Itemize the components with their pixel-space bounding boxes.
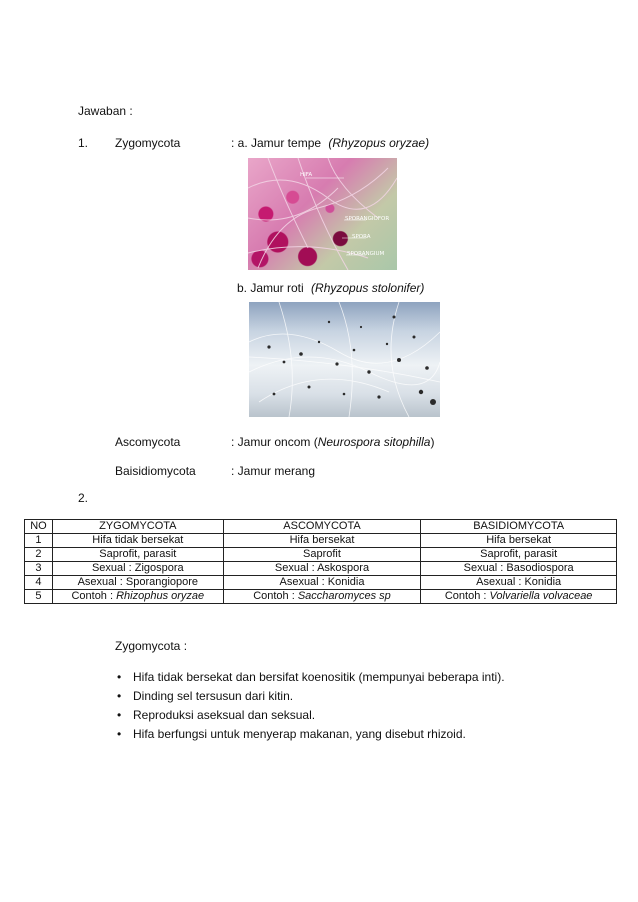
table-cell: Sexual : Askospora [223, 562, 421, 576]
comparison-table [24, 519, 617, 604]
question-2-number: 2. [78, 491, 89, 505]
spora-label: SPORA [352, 234, 371, 240]
table-cell: 5 [25, 590, 53, 604]
basidiomycota-label: Baisidiomycota [115, 464, 196, 478]
table-cell: Saprofit, parasit [52, 548, 223, 562]
list-item: • Reproduksi aseksual dan seksual. [115, 706, 505, 725]
ascomycota-close-paren: ) [430, 435, 435, 449]
table-cell: Asexual : Konidia [223, 576, 421, 590]
table-cell: Saprofit [223, 548, 421, 562]
sporangiofor-label: SPORANGIOFOR [345, 216, 390, 222]
table-cell: Sexual : Basodiospora [421, 562, 617, 576]
header-basidiomycota: BASIDIOMYCOTA [421, 520, 617, 534]
header-ascomycota: ASCOMYCOTA [223, 520, 421, 534]
contoh-label: Contoh : [253, 590, 295, 602]
neurospora-species: Neurospora sitophilla [317, 435, 431, 449]
header-zygomycota: ZYGOMYCOTA [52, 520, 223, 534]
list-item: • Dinding sel tersusun dari kitin. [115, 687, 505, 706]
saccharomyces-species: Saccharomyces sp [297, 590, 391, 602]
table-cell: Hifa tidak bersekat [52, 534, 223, 548]
header-no: NO [25, 520, 53, 534]
rhyzopus-stolonifer-photo [249, 302, 440, 417]
list-item: • Hifa tidak bersekat dan bersifat koenositik (mempunyai beberapa inti). [115, 668, 505, 687]
rhyzopus-stolonifer-species: (Rhyzopus stolonifer) [311, 281, 425, 295]
table-cell: Sexual : Zigospora [52, 562, 223, 576]
table-cell: 3 [25, 562, 53, 576]
ascomycota-label: Ascomycota [115, 435, 181, 449]
table-row [25, 534, 617, 548]
table-cell [223, 590, 421, 604]
jamur-tempe-text: : a. Jamur tempe [231, 136, 322, 150]
zygomycota-example-a [231, 136, 429, 150]
table-cell: Asexual : Sporangiopore [52, 576, 223, 590]
jamur-oncom-text: : Jamur oncom ( [231, 435, 318, 449]
table-cell: Hifa bersekat [421, 534, 617, 548]
zygomycota-notes-title: Zygomycota : [115, 639, 188, 653]
table-row [25, 562, 617, 576]
table-cell: Hifa bersekat [223, 534, 421, 548]
table-row [25, 548, 617, 562]
question-1-number: 1. [78, 136, 89, 150]
table-cell: Saprofit, parasit [421, 548, 617, 562]
basidiomycota-example: : Jamur merang [231, 464, 316, 478]
zygomycota-notes-list [115, 668, 505, 744]
jamur-roti-text: b. Jamur roti [237, 281, 304, 295]
contoh-label: Contoh : [71, 590, 114, 602]
rhyzopus-oryzae-micrograph [248, 158, 397, 270]
table-cell: 4 [25, 576, 53, 590]
table-cell [52, 590, 223, 604]
rhyzopus-oryzae-species: (Rhyzopus oryzae) [328, 136, 430, 150]
hifa-label: HIFA [300, 172, 313, 178]
contoh-label: Contoh : [444, 590, 487, 602]
rhizophus-species: Rhizophus oryzae [116, 590, 205, 602]
table-row [25, 590, 617, 604]
zygomycota-label: Zygomycota [115, 136, 181, 150]
table-cell: 1 [25, 534, 53, 548]
table-cell [421, 590, 617, 604]
table-cell: Asexual : Konidia [421, 576, 617, 590]
table-cell: 2 [25, 548, 53, 562]
sporangium-label: SPORANGIUM [347, 251, 385, 257]
answer-heading: Jawaban : [78, 104, 133, 118]
volvariella-species: Volvariella volvaceae [489, 590, 593, 602]
table-row [25, 576, 617, 590]
ascomycota-example [231, 435, 434, 449]
list-item: • Hifa berfungsi untuk menyerap makanan, yang disebut rhizoid. [115, 725, 505, 744]
table-header-row [25, 520, 617, 534]
zygomycota-example-b [237, 281, 424, 295]
